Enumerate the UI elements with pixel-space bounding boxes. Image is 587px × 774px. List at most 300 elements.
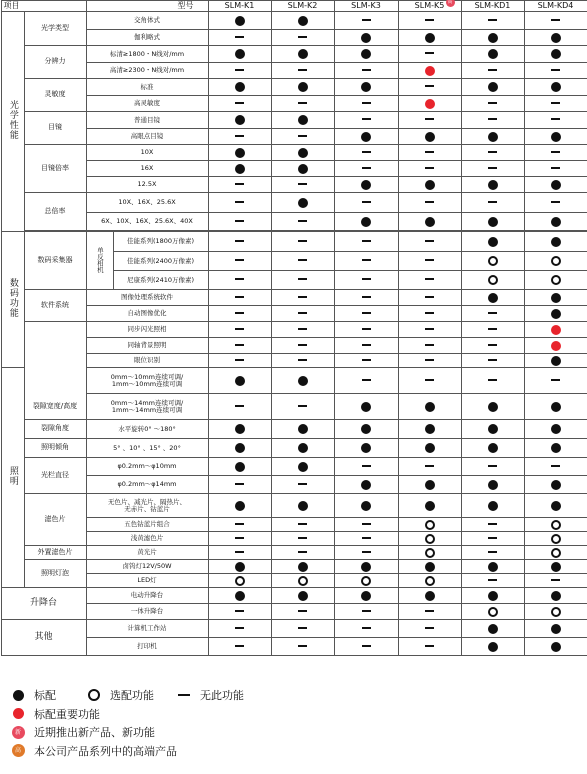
feature-label: 浅黄滤色片: [86, 532, 208, 546]
none-dash-icon: [362, 259, 371, 261]
availability-cell: [461, 46, 524, 63]
legend-new: 近期推出新产品、新功能: [34, 726, 155, 740]
availability-cell: [334, 620, 398, 638]
availability-cell: [461, 420, 524, 439]
none-dash-icon: [298, 610, 307, 612]
none-dash-icon: [362, 359, 371, 361]
availability-cell: [208, 354, 271, 368]
availability-cell: [271, 546, 334, 560]
standard-dot-icon: [361, 562, 371, 572]
availability-cell: [398, 46, 461, 63]
availability-cell: [334, 604, 398, 620]
standard-dot-icon: [551, 293, 561, 303]
table-row: [1, 620, 587, 638]
availability-cell: [461, 232, 524, 252]
standard-dot-icon: [235, 424, 245, 434]
none-dash-icon: [425, 465, 434, 467]
availability-cell: [461, 271, 524, 290]
availability-cell: [208, 213, 271, 231]
optional-ring-icon: [488, 275, 498, 285]
table-row: [1, 439, 587, 458]
table-row: [1, 30, 587, 46]
availability-cell: [271, 145, 334, 161]
availability-cell: [208, 574, 271, 588]
availability-cell: [271, 620, 334, 638]
availability-cell: [461, 112, 524, 129]
none-dash-icon: [235, 344, 244, 346]
sub-camera: 数码采集器: [24, 232, 86, 290]
availability-cell: [271, 46, 334, 63]
availability-cell: [271, 177, 334, 193]
standard-dot-icon: [551, 624, 561, 634]
none-dash-icon: [488, 465, 497, 467]
standard-dot-icon: [488, 82, 498, 92]
availability-cell: [271, 161, 334, 177]
availability-cell: [334, 560, 398, 574]
table-row: [1, 588, 587, 604]
standard-dot-icon: [235, 16, 245, 26]
availability-cell: [524, 532, 587, 546]
availability-cell: [271, 439, 334, 458]
none-dash-icon: [488, 118, 497, 120]
availability-cell: [461, 494, 524, 518]
availability-cell: [524, 306, 587, 322]
availability-cell: [208, 368, 271, 394]
high-end-badge-icon: 高: [447, 0, 453, 5]
table-row: [1, 46, 587, 63]
feature-label: 高清≥2300・N线对/mm: [86, 63, 208, 79]
standard-dot-icon: [488, 624, 498, 634]
availability-cell: [271, 476, 334, 494]
none-dash-icon: [362, 240, 371, 242]
availability-cell: [271, 588, 334, 604]
none-dash-icon: [488, 523, 497, 525]
availability-cell: [398, 518, 461, 532]
availability-cell: [398, 638, 461, 656]
availability-cell: [334, 30, 398, 46]
availability-cell: [334, 368, 398, 394]
availability-cell: [524, 161, 587, 177]
feature-label: 6X、10X、16X、25.6X、40X: [86, 213, 208, 231]
standard-dot-icon: [235, 376, 245, 386]
feature-label: 10X、16X、25.6X: [86, 193, 208, 213]
none-dash-icon: [425, 85, 434, 87]
none-dash-icon: [488, 312, 497, 314]
none-dash-icon: [425, 278, 434, 280]
availability-cell: [461, 129, 524, 145]
availability-cell: [461, 532, 524, 546]
comparison-table: [1, 0, 587, 656]
standard-dot-icon: [551, 309, 561, 319]
availability-cell: [461, 439, 524, 458]
none-dash-icon: [551, 69, 560, 71]
table-row: [1, 96, 587, 112]
standard-dot-icon: [298, 16, 308, 26]
none-dash-icon: [551, 151, 560, 153]
availability-cell: [334, 439, 398, 458]
availability-cell: [461, 177, 524, 193]
availability-cell: [271, 322, 334, 338]
feature-label: 图像处理系统软件: [86, 290, 208, 306]
availability-cell: [524, 560, 587, 574]
availability-cell: [398, 420, 461, 439]
availability-cell: [271, 79, 334, 96]
availability-cell: [461, 145, 524, 161]
availability-cell: [461, 161, 524, 177]
none-dash-icon: [298, 483, 307, 485]
none-dash-icon: [551, 465, 560, 467]
high-end-badge-icon: 高: [12, 744, 25, 757]
availability-cell: [271, 63, 334, 79]
none-dash-icon: [235, 135, 244, 137]
availability-cell: [461, 588, 524, 604]
none-dash-icon: [298, 296, 307, 298]
none-dash-icon: [235, 69, 244, 71]
availability-cell: [398, 532, 461, 546]
none-dash-icon: [425, 645, 434, 647]
availability-cell: [271, 306, 334, 322]
feature-label: 同轴背景照明: [86, 338, 208, 354]
table-row: [1, 193, 587, 213]
none-dash-icon: [488, 359, 497, 361]
availability-cell: [271, 30, 334, 46]
none-dash-icon: [235, 537, 244, 539]
availability-cell: [208, 46, 271, 63]
availability-cell: [398, 306, 461, 322]
availability-cell: [271, 354, 334, 368]
feature-label: 黄光片: [86, 546, 208, 560]
availability-cell: [398, 574, 461, 588]
table-row: [1, 458, 587, 476]
none-dash-icon: [551, 579, 560, 581]
standard-dot-icon: [13, 690, 24, 701]
none-dash-icon: [235, 220, 244, 222]
key-feature-dot-icon: [425, 66, 435, 76]
availability-cell: [461, 213, 524, 231]
standard-dot-icon: [361, 132, 371, 142]
optional-ring-icon: [551, 275, 561, 285]
availability-cell: [208, 232, 271, 252]
availability-cell: [524, 290, 587, 306]
availability-cell: [334, 306, 398, 322]
optional-ring-icon: [488, 256, 498, 266]
none-dash-icon: [551, 19, 560, 21]
none-dash-icon: [488, 551, 497, 553]
availability-cell: [271, 252, 334, 271]
optional-ring-icon: [551, 607, 561, 617]
availability-cell: [398, 620, 461, 638]
none-dash-icon: [235, 102, 244, 104]
availability-cell: [208, 458, 271, 476]
standard-dot-icon: [488, 132, 498, 142]
availability-cell: [271, 112, 334, 129]
table-row: [1, 112, 587, 129]
availability-cell: [334, 354, 398, 368]
availability-cell: [524, 252, 587, 271]
availability-cell: [524, 518, 587, 532]
feature-label: 自动图像优化: [86, 306, 208, 322]
feature-label: 佳能系列(2400万像素): [113, 252, 208, 271]
standard-dot-icon: [551, 33, 561, 43]
model-k1: SLM-K1: [208, 1, 271, 12]
availability-cell: [334, 96, 398, 112]
table-row: [1, 532, 587, 546]
none-dash-icon: [425, 312, 434, 314]
none-dash-icon: [551, 118, 560, 120]
availability-cell: [398, 560, 461, 574]
none-dash-icon: [551, 379, 560, 381]
standard-dot-icon: [298, 164, 308, 174]
none-dash-icon: [235, 328, 244, 330]
availability-cell: [461, 620, 524, 638]
availability-cell: [334, 458, 398, 476]
section-lighting: 照明: [1, 368, 24, 588]
availability-cell: [524, 476, 587, 494]
standard-dot-icon: [298, 115, 308, 125]
feature-label: 标清≥1800・N线对/mm: [86, 46, 208, 63]
feature-label: 计算机工作站: [86, 620, 208, 638]
availability-cell: [271, 129, 334, 145]
none-dash-icon: [362, 537, 371, 539]
availability-cell: [208, 518, 271, 532]
feature-label: 高眼点目镜: [86, 129, 208, 145]
feature-label: 16X: [86, 161, 208, 177]
standard-dot-icon: [551, 82, 561, 92]
standard-dot-icon: [425, 33, 435, 43]
availability-cell: [461, 518, 524, 532]
standard-dot-icon: [425, 591, 435, 601]
availability-cell: [271, 420, 334, 439]
availability-cell: [334, 252, 398, 271]
availability-cell: [271, 394, 334, 420]
none-dash-icon: [425, 379, 434, 381]
availability-cell: [461, 290, 524, 306]
none-dash-icon: [298, 69, 307, 71]
table-row: [1, 368, 587, 394]
availability-cell: [208, 129, 271, 145]
availability-cell: [208, 79, 271, 96]
key-feature-dot-icon: [425, 99, 435, 109]
availability-cell: [461, 193, 524, 213]
standard-dot-icon: [551, 501, 561, 511]
availability-cell: [398, 494, 461, 518]
optional-ring-icon: [425, 534, 435, 544]
model-k3: SLM-K3: [334, 1, 398, 12]
none-dash-icon: [235, 240, 244, 242]
new-badge-icon: 新: [12, 726, 25, 739]
feature-label: 0mm～10mm连续可调/ 1mm～10mm连续可调: [86, 368, 208, 394]
none-dash-icon: [235, 551, 244, 553]
standard-dot-icon: [298, 443, 308, 453]
availability-cell: [334, 290, 398, 306]
none-dash-icon: [298, 551, 307, 553]
availability-cell: [398, 112, 461, 129]
standard-dot-icon: [488, 480, 498, 490]
sub-eyepiece-mag: 目镜倍率: [24, 145, 86, 193]
none-dash-icon: [425, 118, 434, 120]
availability-cell: [461, 638, 524, 656]
standard-dot-icon: [235, 462, 245, 472]
availability-cell: [524, 271, 587, 290]
standard-dot-icon: [551, 424, 561, 434]
availability-cell: [461, 79, 524, 96]
availability-cell: [334, 638, 398, 656]
legend-high: 本公司产品系列中的高端产品: [34, 744, 177, 758]
sub-gap: 裂隙宽度/高度: [24, 394, 86, 420]
availability-cell: [461, 476, 524, 494]
availability-cell: [334, 532, 398, 546]
none-dash-icon: [425, 52, 434, 54]
availability-cell: [398, 193, 461, 213]
none-dash-icon: [178, 694, 190, 696]
optional-ring-icon: [235, 576, 245, 586]
availability-cell: [208, 161, 271, 177]
standard-dot-icon: [298, 49, 308, 59]
availability-cell: [271, 213, 334, 231]
sub-total-mag: 总倍率: [24, 193, 86, 231]
standard-dot-icon: [425, 443, 435, 453]
availability-cell: [461, 252, 524, 271]
standard-dot-icon: [551, 356, 561, 366]
availability-cell: [334, 271, 398, 290]
legend-row: [10, 705, 244, 724]
feature-label: 12.5X: [86, 177, 208, 193]
model-header: 型号: [86, 1, 208, 12]
table-row: [1, 79, 587, 96]
availability-cell: [398, 177, 461, 193]
table-row: [1, 560, 587, 574]
standard-dot-icon: [361, 501, 371, 511]
none-dash-icon: [425, 328, 434, 330]
none-dash-icon: [425, 296, 434, 298]
standard-dot-icon: [488, 501, 498, 511]
none-dash-icon: [362, 19, 371, 21]
feature-label: 佳能系列(1800万像素): [113, 232, 208, 252]
availability-cell: [334, 193, 398, 213]
availability-cell: [398, 12, 461, 30]
standard-dot-icon: [425, 217, 435, 227]
legend-row: [10, 723, 244, 742]
standard-dot-icon: [488, 591, 498, 601]
feature-label: 尼康系列(2410万像素): [113, 271, 208, 290]
availability-cell: [398, 546, 461, 560]
sub-tilt: 照明倾角: [24, 439, 86, 458]
none-dash-icon: [362, 69, 371, 71]
none-dash-icon: [298, 627, 307, 629]
none-dash-icon: [362, 296, 371, 298]
availability-cell: [208, 476, 271, 494]
none-dash-icon: [488, 102, 497, 104]
none-dash-icon: [488, 167, 497, 169]
none-dash-icon: [298, 537, 307, 539]
legend-optional: 选配功能: [110, 689, 154, 703]
legend-key: 标配重要功能: [34, 707, 100, 721]
none-dash-icon: [298, 102, 307, 104]
availability-cell: [334, 63, 398, 79]
availability-cell: [461, 338, 524, 354]
table-row: [1, 306, 587, 322]
key-feature-dot-icon: [551, 341, 561, 351]
feature-label: 水平旋转0° ～180°: [86, 420, 208, 439]
availability-cell: [334, 12, 398, 30]
standard-dot-icon: [235, 562, 245, 572]
feature-label: 伽利略式: [86, 30, 208, 46]
none-dash-icon: [425, 359, 434, 361]
table-row: [1, 145, 587, 161]
standard-dot-icon: [488, 562, 498, 572]
availability-cell: [334, 46, 398, 63]
standard-dot-icon: [298, 148, 308, 158]
none-dash-icon: [362, 465, 371, 467]
availability-cell: [524, 30, 587, 46]
section-digital: 数码功能: [1, 232, 24, 368]
standard-dot-icon: [488, 293, 498, 303]
none-dash-icon: [235, 312, 244, 314]
standard-dot-icon: [488, 424, 498, 434]
none-dash-icon: [425, 240, 434, 242]
key-feature-dot-icon: [13, 708, 24, 719]
none-dash-icon: [551, 201, 560, 203]
standard-dot-icon: [361, 82, 371, 92]
standard-dot-icon: [425, 480, 435, 490]
availability-cell: [208, 63, 271, 79]
standard-dot-icon: [361, 33, 371, 43]
none-dash-icon: [235, 645, 244, 647]
availability-cell: [524, 458, 587, 476]
availability-cell: [398, 145, 461, 161]
none-dash-icon: [362, 118, 371, 120]
availability-cell: [398, 458, 461, 476]
section-optics: 光学性能: [1, 12, 24, 232]
availability-cell: [334, 79, 398, 96]
availability-cell: [398, 439, 461, 458]
standard-dot-icon: [488, 180, 498, 190]
none-dash-icon: [298, 183, 307, 185]
standard-dot-icon: [488, 237, 498, 247]
availability-cell: [461, 63, 524, 79]
availability-cell: [398, 338, 461, 354]
availability-cell: [271, 574, 334, 588]
optional-ring-icon: [551, 548, 561, 558]
none-dash-icon: [488, 328, 497, 330]
availability-cell: [524, 604, 587, 620]
availability-cell: [461, 30, 524, 46]
availability-cell: [208, 394, 271, 420]
standard-dot-icon: [361, 480, 371, 490]
standard-dot-icon: [551, 217, 561, 227]
availability-cell: [271, 290, 334, 306]
standard-dot-icon: [361, 591, 371, 601]
availability-cell: [208, 546, 271, 560]
availability-cell: [208, 112, 271, 129]
standard-dot-icon: [425, 180, 435, 190]
none-dash-icon: [362, 102, 371, 104]
none-dash-icon: [298, 259, 307, 261]
none-dash-icon: [362, 312, 371, 314]
standard-dot-icon: [488, 443, 498, 453]
table-row: [1, 12, 587, 30]
none-dash-icon: [488, 344, 497, 346]
standard-dot-icon: [488, 642, 498, 652]
standard-dot-icon: [298, 198, 308, 208]
availability-cell: [208, 439, 271, 458]
feature-label: φ0.2mm～φ10mm: [86, 458, 208, 476]
standard-dot-icon: [235, 591, 245, 601]
availability-cell: [398, 322, 461, 338]
optional-ring-icon: [425, 520, 435, 530]
feature-label: 同步闪光照相: [86, 322, 208, 338]
section-lift: 升降台: [1, 588, 86, 620]
